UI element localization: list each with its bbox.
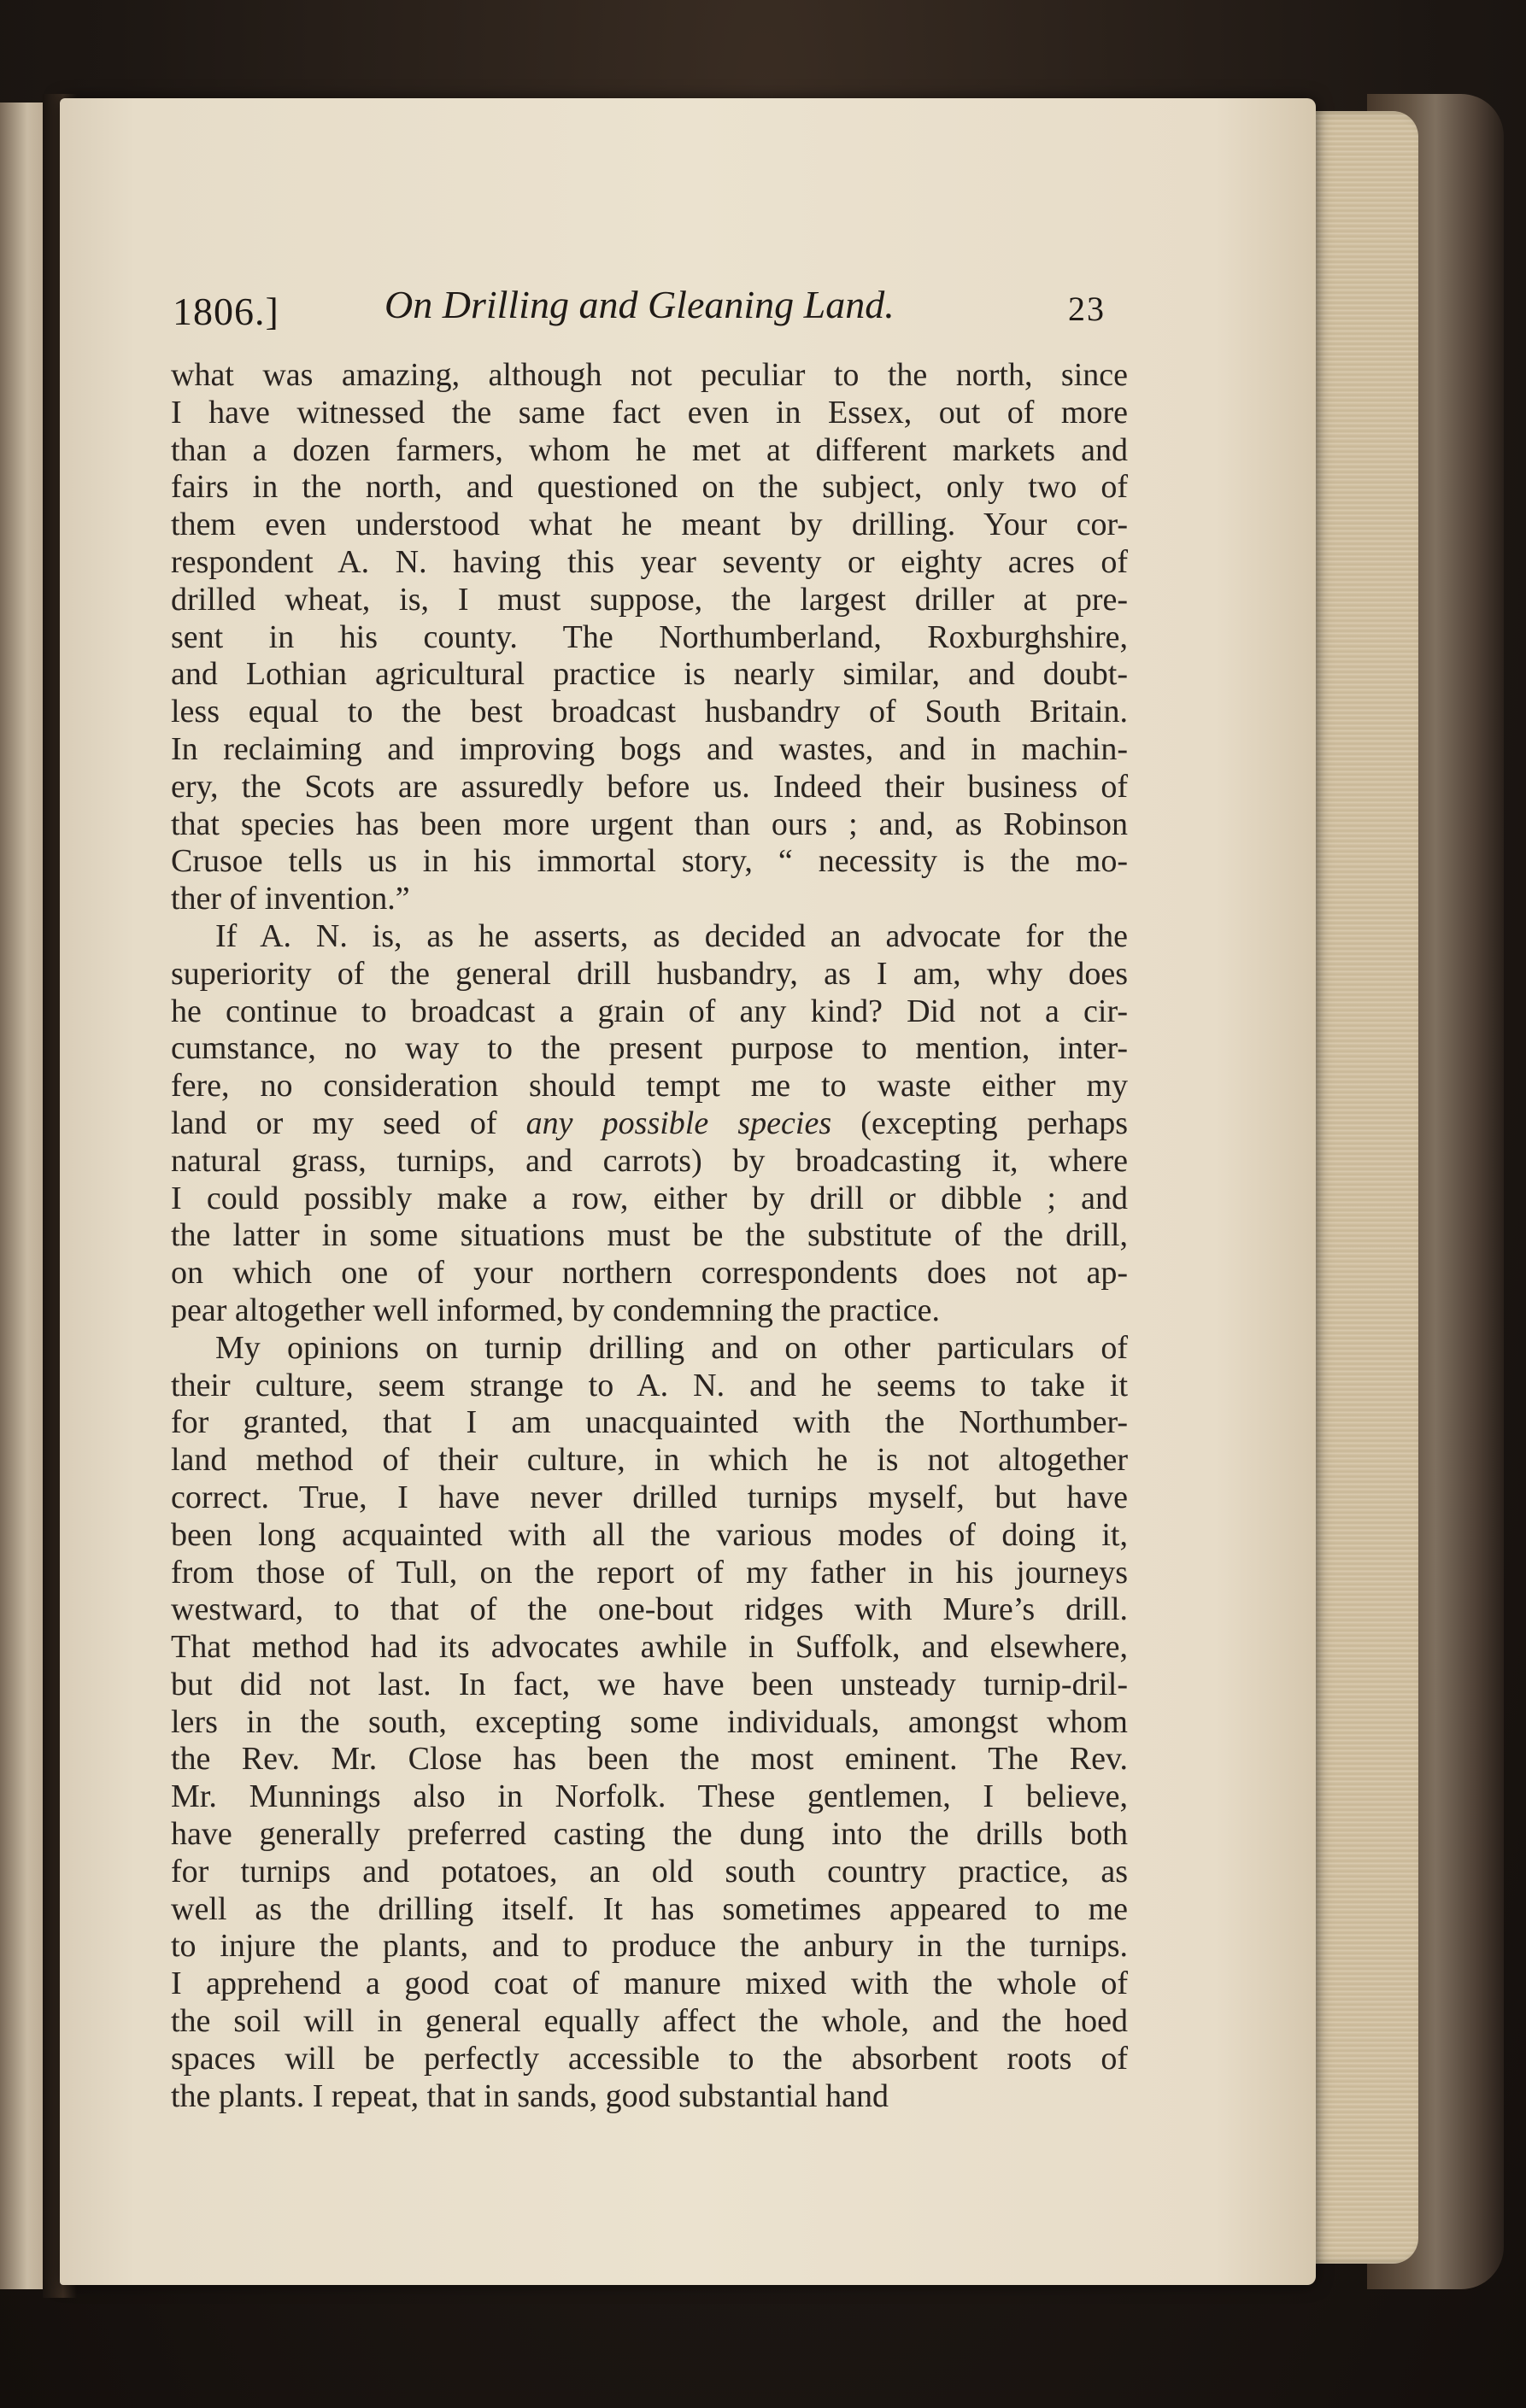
text-line: from those of Tull, on the report of my father in his journeys	[171, 1554, 1128, 1591]
text-line: Crusoe tells us in his immortal story, “ necessity is the mo-	[171, 843, 1128, 880]
text-line: well as the drilling itself. It has sometimes appeared to me	[171, 1890, 1128, 1927]
text-line: spaces will be perfectly accessible to the absorbent roots of	[171, 2040, 1128, 2077]
text-run: land or my seed of	[171, 1104, 526, 1141]
text-line: been long acquainted with all the various modes of doing it,	[171, 1516, 1128, 1553]
text-line: sent in his county. The Northumberland, Roxburghshire,	[171, 618, 1128, 655]
text-line: That method had its advocates awhile in Suffolk, and elsewhere,	[171, 1629, 1128, 1666]
text-line: I apprehend a good coat of manure mixed with the whole of	[171, 1966, 1128, 2002]
text-line: superiority of the general drill husbandry, as I am, why does	[171, 955, 1128, 992]
text-line: that species has been more urgent than ours ; and, as Robinson	[171, 806, 1128, 842]
text-line: If A. N. is, as he asserts, as decided an advocate for the	[215, 917, 1128, 954]
text-line: My opinions on turnip drilling and on other particulars of	[215, 1329, 1128, 1366]
text-line: lers in the south, excepting some individuals, amongst whom	[171, 1703, 1128, 1740]
text-line: pear altogether well informed, by condemning the practice.	[171, 1292, 941, 1328]
text-line: I have witnessed the same fact even in Essex, out of more	[171, 394, 1128, 431]
text-line: Mr. Munnings also in Norfolk. These gentlemen, I believe,	[171, 1778, 1128, 1815]
text-line: but did not last. In fact, we have been unsteady turnip-dril-	[171, 1666, 1128, 1702]
text-line: what was amazing, although not peculiar to the north, since	[171, 357, 1128, 393]
header-year: 1806.]	[173, 290, 279, 333]
text-line: fairs in the north, and questioned on the subject, only two of	[171, 469, 1128, 506]
text-line: drilled wheat, is, I must suppose, the largest driller at pre-	[171, 581, 1128, 618]
text-line: them even understood what he meant by drilling. Your cor-	[171, 507, 1128, 543]
text-line: the latter in some situations must be the substitute of the drill,	[171, 1217, 1128, 1254]
text-line: In reclaiming and improving bogs and wastes, and in machin-	[171, 730, 1128, 767]
text-line: for granted, that I am unacquainted with the Northumber-	[171, 1404, 1128, 1441]
text-line: have generally preferred casting the dung into the drills both	[171, 1816, 1128, 1853]
text-line: their culture, seem strange to A. N. and he seems to take it	[171, 1367, 1128, 1403]
text-line: ery, the Scots are assuredly before us. Indeed their business of	[171, 768, 1128, 805]
italic-text-run: any possible species	[525, 1104, 832, 1141]
text-line: for turnips and potatoes, an old south country practice, as	[171, 1853, 1128, 1889]
text-line: westward, to that of the one-bout ridges with Mure’s drill.	[171, 1591, 1128, 1628]
text-line: to injure the plants, and to produce the anbury in the turnips.	[171, 1928, 1128, 1965]
text-line: correct. True, I have never drilled turnips myself, but have	[171, 1479, 1128, 1515]
text-line: the plants. I repeat, that in sands, good substantial hand	[171, 2077, 889, 2114]
page-body-text	[171, 357, 1128, 2115]
page-number: 23	[1068, 290, 1106, 328]
text-line: land method of their culture, in which he is not altogether	[171, 1442, 1128, 1479]
text-run: (excepting perhaps	[831, 1104, 1129, 1141]
text-line: natural grass, turnips, and carrots) by broadcasting it, where	[171, 1142, 1128, 1179]
page-block-edge	[1307, 111, 1418, 2264]
text-line: the soil will in general equally affect the whole, and the hoed	[171, 2003, 1128, 2040]
text-line: on which one of your northern correspondents does not ap-	[171, 1255, 1128, 1292]
text-line: he continue to broadcast a grain of any kind? Did not a cir-	[171, 993, 1128, 1029]
text-line: and Lothian agricultural practice is nearly similar, and doubt-	[171, 656, 1128, 693]
text-line: respondent A. N. having this year seventy or eighty acres of	[171, 543, 1128, 580]
text-line: ther of invention.”	[171, 881, 410, 917]
text-line: cumstance, no way to the present purpose to mention, inter-	[171, 1030, 1128, 1067]
text-line	[171, 1105, 1128, 1143]
text-line: I could possibly make a row, either by drill or dibble ; and	[171, 1180, 1128, 1216]
text-line: less equal to the best broadcast husbandry of South Britain.	[171, 694, 1128, 730]
text-line: the Rev. Mr. Close has been the most eminent. The Rev.	[171, 1741, 1128, 1778]
text-line: than a dozen farmers, whom he met at different markets and	[171, 431, 1128, 468]
header-title: On Drilling and Gleaning Land.	[384, 283, 895, 326]
text-line: fere, no consideration should tempt me to waste either my	[171, 1068, 1128, 1104]
running-header	[111, 273, 1119, 342]
